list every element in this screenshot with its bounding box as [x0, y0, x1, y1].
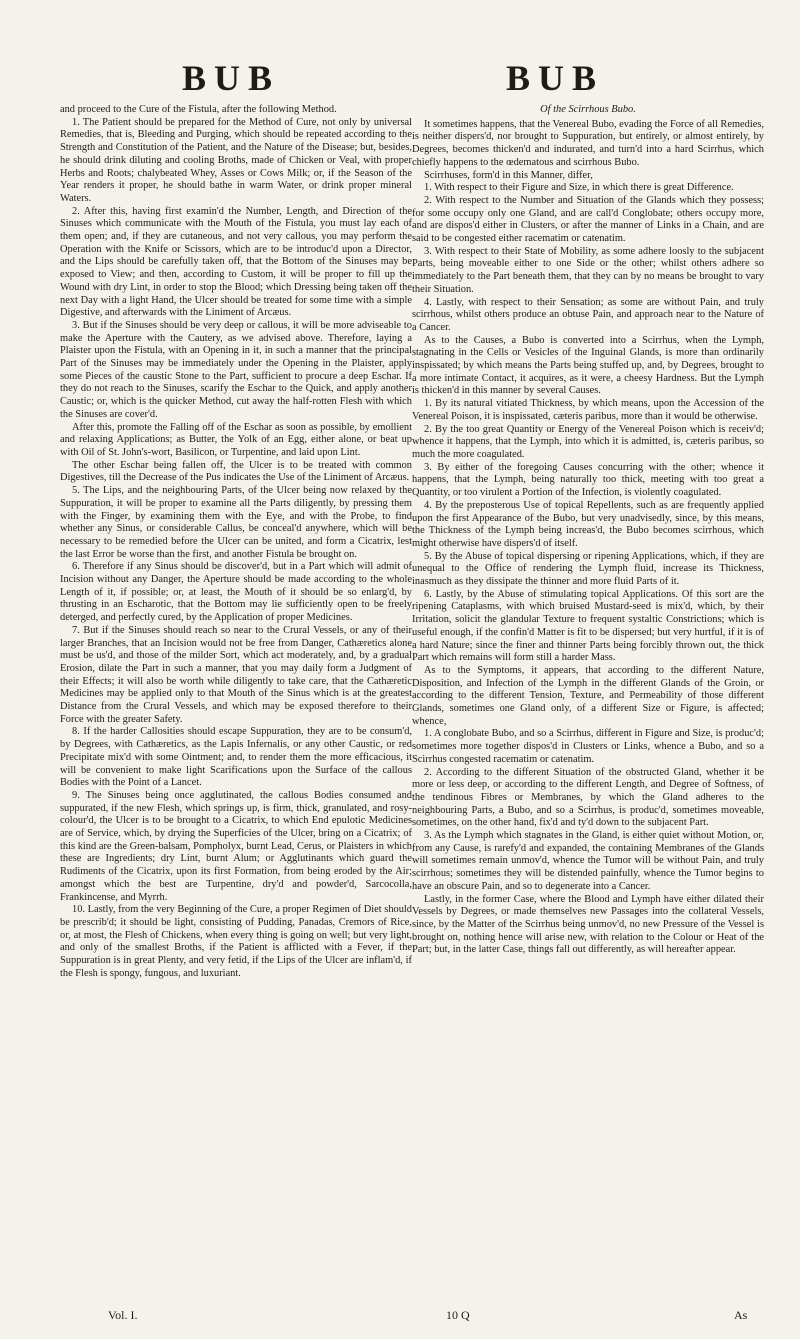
signature-mark: 10 Q: [446, 1308, 470, 1322]
paragraph: 9. The Sinuses being once agglutinated, the callous Bodies consumed and suppurated, if the new Flesh, which springs up, is firm, thick, granulated, and rosy-colour'd, the Ulcer is to be brought to a Cicatrix, to which End epulotic Medicines are of Service, which, by drying the Superficies of the Ulcer, bring on a Cicatrix; of this kind are the Green-balsam, Pompholyx, burnt Lead, Cerus, or Plaisters in which these are Ingredients; dry Lint, burnt Alum; or Agglutinants which guard the Rudiments of the Cicatrix, upon its first Formation, from being eroded by the Air; amongst which the best are Turpentine, dry'd and powder'd, Sarcocolla, Frankincense, and Myrrh.: [60, 789, 412, 903]
paragraph: It sometimes happens, that the Venereal Bubo, evading the Force of all Remedies, is neither dispers'd, nor brought to Suppuration, but entirely, or almost entirely, by Degrees, becomes thicken'd and indurated, and turn'd into a hard Scirrhus, which chiefly happens to the œdematous and scirrhous Bubo.: [412, 118, 764, 168]
paragraph: The other Eschar being fallen off, the Ulcer is to be treated with common Digestives, till the Decrease of the Pus indicates the Use of the Liniment of Arcæus.: [60, 459, 412, 484]
paragraph: 10. Lastly, from the very Beginning of the Cure, a proper Regimen of Diet should be prescrib'd; it should be light, consisting of Pudding, Panadas, Cremors of Rice, or, at most, the Flesh of Chickens, when every thing is going on well; but very light, and only of the smallest Broths, if the Patient is afflicted with a Fever, if the Suppuration is in great Plenty, and very fetid, if the Lips of the Ulcer are inflam'd, if the Flesh is spongy, fungous, and luxuriant.: [60, 904, 412, 979]
paragraph: and proceed to the Cure of the Fistula, after the following Method.: [60, 104, 337, 115]
paragraph: 4. By the preposterous Use of topical Repellents, such as are frequently applied upon the first Appearance of the Bubo, but very unadvisedly, since, by this means, the Thickness of the Lymph being increas'd, the Bubo becomes scirrhous, which might otherwise have dispers'd of itself.: [412, 499, 764, 549]
running-head-right: BUB: [506, 58, 605, 98]
paragraph: 3. As the Lymph which stagnates in the Gland, is either quiet without Motion, or, from any Cause, is rarefy'd and expanded, the containing Membranes of the Glands will sometimes remain unmov'd, whence the Tumor will be without Pain, and truly scirrhous; sometimes they will be distended painfully, whence the Tumor begins to have an obscure Pain, and so to degenerate into a Cancer.: [412, 830, 764, 892]
paragraph: Lastly, in the former Case, where the Blood and Lymph have either dilated their Vessels by Degrees, or made themselves new Passages into the collateral Vessels, since, by the Matter of the Scirrhus being unmov'd, no new Pressure of the Vessel is brought on, nothing hence will arise new, with relation to the Colour or Heat of the Part; but, in the latter Case, things fall out differently, as will hereafter appear.: [412, 893, 764, 956]
catchword: As: [734, 1308, 748, 1322]
paragraph: 7. But if the Sinuses should reach so near to the Crural Vessels, or any of their larger Branches, that an Incision would not be free from Danger, Cathæretics alone must be us'd, and those of the milder Sort, which act moderately, and, by a gradual Erosion, dilate the Part in such a manner, that you may daily form a Judgment of their Effects; it will also be worth while diligently to take care, that the Cathæretic Medicines may be applied only to that Mouth of the Sinus which is at the greatest Distance from the Crural Vessels, and which may be exposed therefore to their Force with the greater Safety.: [60, 624, 412, 725]
paragraph: 5. By the Abuse of topical dispersing or ripening Applications, which, if they are unequal to the Office of rendering the Lymph fluid, increase its Thickness, inasmuch as they dissipate the thinner and more fluid Parts of it.: [412, 550, 764, 588]
paragraph: 6. Lastly, by the Abuse of stimulating topical Applications. Of this sort are the ripening Cataplasms, with which bruised Mustard-seed is mix'd, which, by their Irritation, solicit the glandular Texture to frequent systaltic Constrictions; which is useful enough, if the confin'd Matter is fit to be dispersed; but very hurtful, if it is of a hard Nature; since the finer and thinner Parts being forcibly thrown out, the thick Part which remains will form still a harder Mass.: [412, 588, 764, 664]
paragraph: 1. With respect to their Figure and Size, in which there is great Difference.: [424, 182, 734, 194]
section-title: Of the Scirrhous Bubo.: [540, 104, 636, 115]
paragraph: 6. Therefore if any Sinus should be discover'd, but in a Part which will admit of Incision without any Danger, the Aperture should be made according to the whole Length of it, if possible; or, at least, the Mouth of it should be so enlarg'd, by thrusting in an Escharotic, that the Bottom may lie sufficiently open to be freely deterged, and perfectly cured, by the Application of proper Medicines.: [60, 561, 412, 624]
left-column: [60, 104, 412, 1294]
paragraph: 1. By its natural vitiated Thickness, by which means, upon the Accession of the Venereal Poison, it is inspissated, cæteris paribus, more than it would be otherwise.: [412, 398, 764, 422]
paragraph: 4. Lastly, with respect to their Sensation; as some are without Pain, and truly scirrhous, whilst others produce an obtuse Pain, and approach near to the Nature of a Cancer.: [412, 296, 764, 333]
paragraph: 3. With respect to their State of Mobility, as some adhere loosly to the subjacent Parts, being moveable either to one Side or the other; whilst others adhere so immediately to the Part beneath them, that they can by no means be brought to vary their Situation.: [412, 245, 764, 295]
paragraph: As to the Causes, a Bubo is converted into a Scirrhus, when the Lymph, stagnating in the Cells or Vesicles of the Inguinal Glands, is more than ordinarily inspissated; by which means the Parts being stuffed up, and, by Degrees, brought to a more intimate Contact, it acquires, as it were, a cheesy Hardness. But the Lymph is thicken'd in this manner by several Causes.: [412, 334, 764, 397]
paragraph: 2. With respect to the Number and Situation of the Glands which they possess; for some occupy only one Gland, and are call'd Conglobate; others occupy more, and are dispos'd either in Clusters, or after the manner of Links in a Chain, and are said to be congested either racematim or catenatim.: [412, 194, 764, 245]
paragraph: After this, promote the Falling off of the Eschar as soon as possible, by emollient and relaxing Applications; as Butter, the Yolk of an Egg, either alone, or beat up with Oil of St. John's-wort, Basilicon, or Turpentine, and laid upon Lint.: [60, 421, 412, 458]
paragraph: 8. If the harder Callosities should escape Suppuration, they are to be consum'd, by Degrees, with Cathæretics, as the Lapis Infernalis, or any other Caustic, or red Precipitate mix'd with some Ointment; and, to render them the more efficacious, it will be convenient to make light Scarifications upon the Surface of the callous Bodies with the Point of a Lancet.: [60, 726, 412, 789]
volume-label: Vol. I.: [108, 1308, 138, 1322]
paragraph: 2. According to the different Situation of the obstructed Gland, whether it be more or less deep, or according to the different Length, and Degree of Softness, of the tendinous Fibres or Membranes, by which the Gland adheres to the neighbouring Parts, a Bubo, and so a Scirrhus, is produc'd, sometimes moveable, sometimes, on the other hand, fix'd and ty'd down to the subjacent Part.: [412, 766, 764, 829]
paragraph: 5. The Lips, and the neighbouring Parts, of the Ulcer being now relaxed by the Suppuration, it will be proper to examine all the Parts diligently, by pressing them with the Finger, by examining them with the Eye, and with the Probe, to find whether any Sinus, or considerable Callus, be conceal'd anywhere, which will be necessary to be remedied before the Ulcer can be united, and form a Cicatrix, lest the last Error be worse than the first, and another Fistula be brought on.: [60, 485, 412, 560]
paragraph: As to the Symptoms, it appears, that according to the different Nature, Disposition, and Infection of the Lymph in the different Glands of the Groin, or according to the different Tension, Texture, and Permeability of those different Glands, sometimes one Gland only, of a different Size or Figure, is affected; whence,: [412, 664, 764, 727]
running-head-left: BUB: [182, 58, 281, 98]
paragraph: 2. After this, having first examin'd the Number, Length, and Direction of the Sinuses which communicate with the Mouth of the Fistula, you must lay each of them open; and, if they are cutaneous, and not very callous, you may perform the Operation with the Knife or Scissors, which are to be introduc'd upon a Director, and the Lips should be carefully taken off, that the Bottom of the Sinuses may be exposed to View; and then, according to Custom, it will be proper to fill up the Wound with dry Lint, in order to stop the Blood; which Dressing being taken off the next Day with a light Hand, the Ulcer should be treated for some time with a simple Digestive, and afterwards with the Liniment of Arcæus.: [60, 205, 412, 319]
paragraph: Scirrhuses, form'd in this Manner, differ,: [424, 169, 593, 181]
paragraph: 1. A conglobate Bubo, and so a Scirrhus, different in Figure and Size, is produc'd; sometimes more together dispos'd in Clusters or Links, whence a Bubo, and so a Scirrhus congested racematim or catenatim.: [412, 728, 764, 765]
paragraph: 3. But if the Sinuses should be very deep or callous, it will be more adviseable to make the Aperture with the Cautery, as we advised above. Therefore, laying a Plaister upon the Fistula, with an Opening in it, in such a manner that the principal Part of the Sinuses may be immediately under the Opening in the Plaister, apply some Pieces of the caustic Stone to the Part, sufficient to procure a deep Eschar. If they do not reach to the Sinuses, scarify the Eschar to the Quick, and apply another Caustic; or, which is the quicker Method, cut away the half-rotten Flesh with which the Sinuses are cover'd.: [60, 319, 412, 420]
paragraph: 1. The Patient should be prepared for the Method of Cure, not only by universal Remedies, that is, Bleeding and Purging, which should be repeated according to the Strength and Constitution of the Patient, and the Nature of the Disease; but, besides, he should drink diluting and cooling Broths, made of Chicken or Veal, with proper Herbs and Roots; chalybeated Whey, Asses or Cows Milk; or, if the Season of the Year renders it proper, he should bathe in warm Water, or drink proper mineral Waters.: [60, 116, 412, 204]
right-column: [412, 104, 764, 1294]
paragraph: 3. By either of the foregoing Causes concurring with the other; whence it happens, that the Lymph, being naturally too thick, meeting with too great a Quantity, or too virulent a Portion of the Infection, is violently coagulated.: [412, 461, 764, 499]
paragraph: 2. By the too great Quantity or Energy of the Venereal Poison which is receiv'd; whence it happens, that the Lymph, into which it is admitted, is, cæteris paribus, so much the more coagulated.: [412, 423, 764, 460]
